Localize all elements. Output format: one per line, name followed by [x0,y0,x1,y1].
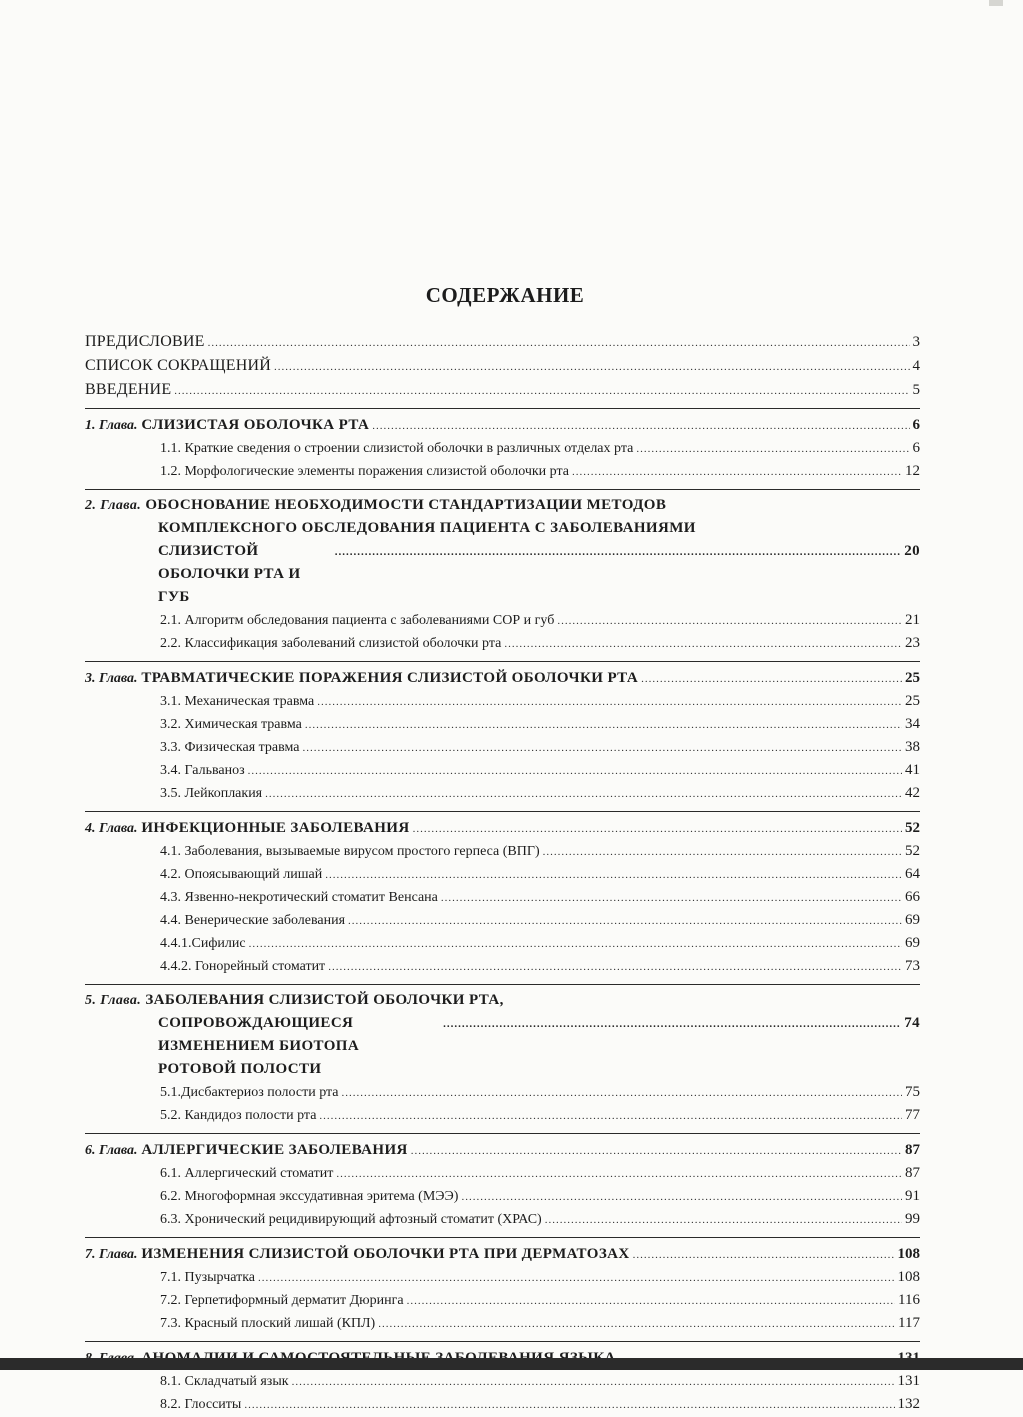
dot-leader [413,816,902,841]
chapter-title-line: ЗАБОЛЕВАНИЯ СЛИЗИСТОЙ ОБОЛОЧКИ РТА, [145,992,504,1008]
table-of-contents [85,330,920,1416]
dot-leader [305,713,902,737]
page-number: 6 [912,440,920,456]
page-number: 69 [905,935,920,951]
toc-chapter-entry[interactable] [85,494,920,609]
page-number: 116 [898,1292,920,1308]
scan-edge [0,1358,1023,1370]
toc-front-entry[interactable] [85,378,920,402]
dot-leader [249,932,902,956]
entry-title: 8.1. Складчатый язык [160,1374,289,1389]
page-number: 74 [904,1015,920,1031]
page-number: 20 [904,543,920,559]
entry-title: 4.4.1.Сифилис [160,936,246,951]
entry-title: ПРЕДИСЛОВИЕ [85,333,205,350]
toc-chapter-entry[interactable] [85,1138,920,1162]
entry-title: 7.3. Красный плоский лишай (КПЛ) [160,1316,376,1331]
entry-title: 5.1.Дисбактериоз полости рта [160,1085,339,1100]
dot-leader [441,886,902,910]
dot-leader [335,540,901,564]
dot-leader [248,759,902,783]
dot-leader [328,955,902,979]
chapter-title: ТРАВМАТИЧЕСКИЕ ПОРАЖЕНИЯ СЛИЗИСТОЙ ОБОЛОЧКИ РТА [141,670,639,686]
dot-leader [504,632,902,656]
toc-chapter-entry[interactable] [85,989,920,1081]
page-number: 99 [905,1211,920,1227]
toc-section-entry[interactable] [85,1104,920,1127]
toc-section-entry[interactable] [85,609,920,632]
page-number: 38 [905,739,920,755]
page-number: 91 [905,1188,920,1204]
chapter-title-line: ОБОСНОВАНИЕ НЕОБХОДИМОСТИ СТАНДАРТИЗАЦИИ МЕТОДОВ [145,497,667,513]
toc-chapter-entry[interactable] [85,413,920,437]
dot-leader [641,666,902,691]
toc-section-entry[interactable] [85,1370,920,1393]
toc-section-entry[interactable] [85,1208,920,1231]
dot-leader [174,378,909,403]
page-number: 52 [905,843,920,859]
chapter-label: 2. Глава. [85,498,142,513]
entry-title: 4.2. Опоясывающий лишай [160,867,323,882]
toc-front-entry[interactable] [85,354,920,378]
chapter-title: АЛЛЕРГИЧЕСКИЕ ЗАБОЛЕВАНИЯ [141,1142,408,1158]
toc-section-entry[interactable] [85,690,920,713]
page-number: 87 [905,1142,920,1158]
page-number: 64 [905,866,920,882]
toc-front-entry[interactable] [85,330,920,354]
dot-leader [258,1266,894,1290]
toc-section-entry[interactable] [85,1266,920,1289]
page-number: 75 [905,1084,920,1100]
toc-chapter-entry[interactable] [85,666,920,690]
toc-section-entry[interactable] [85,1289,920,1312]
toc-section-entry[interactable] [85,1081,920,1104]
page-number: 4 [912,358,920,374]
dot-leader [636,437,909,461]
dot-leader [348,909,902,933]
chapter-title-last-line [85,1012,920,1081]
page-number: 131 [897,1373,920,1389]
entry-title: ВВЕДЕНИЕ [85,381,172,398]
entry-title: 2.2. Классификация заболеваний слизистой оболочки рта [160,636,502,651]
entry-title: СПИСОК СОКРАЩЕНИЙ [85,357,271,374]
toc-section-entry[interactable] [85,759,920,782]
page-number: 52 [905,820,920,836]
entry-title: 3.4. Гальваноз [160,763,245,778]
dot-leader [336,1162,902,1186]
entry-title: 6.2. Многоформная экссудативная эритема (МЭЭ) [160,1189,459,1204]
dot-leader [303,736,903,760]
chapter-title-line: СОПРОВОЖДАЮЩИЕСЯ ИЗМЕНЕНИЕМ БИОТОПА РОТОВОЙ ПОЛОСТИ [158,1015,360,1077]
dot-leader [244,1393,894,1417]
chapter-title: СЛИЗИСТАЯ ОБОЛОЧКА РТА [141,417,370,433]
entry-title: 3.1. Механическая травма [160,694,315,709]
entry-title: 4.3. Язвенно-некротический стоматит Венсана [160,890,438,905]
entry-title: 7.2. Герпетиформный дерматит Дюринга [160,1293,404,1308]
chapter-divider [85,408,920,409]
entry-title: 6.3. Хронический рецидивирующий афтозный стоматит (ХРАС) [160,1212,542,1227]
page-number: 5 [912,382,920,398]
entry-title: 1.1. Краткие сведения о строении слизистой оболочки в различных отделах рта [160,441,634,456]
page-number: 34 [905,716,920,732]
chapter-title-line: КОМПЛЕКСНОГО ОБСЛЕДОВАНИЯ ПАЦИЕНТА С ЗАБОЛЕВАНИЯМИ [158,520,696,536]
chapter-title: ИЗМЕНЕНИЯ СЛИЗИСТОЙ ОБОЛОЧКИ РТА ПРИ ДЕРМАТОЗАХ [141,1246,630,1262]
toc-section-entry[interactable] [85,460,920,483]
dot-leader [372,413,909,438]
dot-leader [443,1012,901,1036]
chapter-divider [85,811,920,812]
toc-section-entry[interactable] [85,713,920,736]
chapter-label: 6. Глава. [85,1143,138,1158]
chapter-heading [85,1242,630,1267]
entry-title: 4.1. Заболевания, вызываемые вирусом простого герпеса (ВПГ) [160,844,540,859]
dot-leader [208,330,910,355]
toc-section-entry[interactable] [85,1393,920,1416]
toc-section-entry[interactable] [85,736,920,759]
chapter-title-last-line [85,540,920,609]
entry-title: 4.4. Венерические заболевания [160,913,346,928]
page-number: 41 [905,762,920,778]
dot-leader [325,863,902,887]
dot-leader [557,609,902,633]
toc-section-entry[interactable] [85,932,920,955]
page-title: СОДЕРЖАНИЕ [425,283,585,307]
page-number: 66 [905,889,920,905]
chapter-divider [85,661,920,662]
toc-section-entry[interactable] [85,863,920,886]
dot-leader [317,690,902,714]
page-number: 69 [905,912,920,928]
entry-title: 3.2. Химическая травма [160,717,302,732]
dot-leader [461,1185,902,1209]
page-number: 87 [905,1165,920,1181]
chapter-heading [85,413,369,438]
chapter-heading [85,989,920,1012]
dot-leader [572,460,902,484]
dot-leader [545,1208,902,1232]
page-number: 25 [905,693,920,709]
toc-section-entry[interactable] [85,840,920,863]
chapter-divider [85,489,920,490]
page-number: 77 [905,1107,920,1123]
chapter-heading [85,666,638,691]
chapter-label: 7. Глава. [85,1247,138,1262]
dot-leader [407,1289,895,1313]
dot-leader [274,354,910,379]
dot-leader [342,1081,902,1105]
page-number: 25 [905,670,920,686]
chapter-label: 3. Глава. [85,671,138,686]
page-number: 117 [898,1315,920,1331]
toc-section-entry[interactable] [85,1185,920,1208]
toc-section-entry[interactable] [85,1312,920,1335]
chapter-label: 1. Глава. [85,418,138,433]
chapter-divider [85,1237,920,1238]
entry-title: 5.2. Кандидоз полости рта [160,1108,317,1123]
page-number: 73 [905,958,920,974]
toc-section-entry[interactable] [85,955,920,978]
chapter-heading [85,816,410,841]
scan-artifact [989,0,1003,6]
page-number: 108 [897,1246,920,1262]
toc-chapter-entry[interactable] [85,816,920,840]
chapter-title-line: СЛИЗИСТОЙ ОБОЛОЧКИ РТА И ГУБ [158,543,301,605]
chapter-label: 4. Глава. [85,821,138,836]
entry-title: 4.4.2. Гонорейный стоматит [160,959,326,974]
entry-title: 7.1. Пузырчатка [160,1270,256,1285]
toc-section-entry[interactable] [85,782,920,805]
dot-leader [411,1138,902,1163]
entry-title: 8.2. Глосситы [160,1397,242,1412]
toc-section-entry[interactable] [85,632,920,655]
page-number: 3 [912,334,920,350]
entry-title: 1.2. Морфологические элементы поражения слизистой оболочки рта [160,464,569,479]
toc-chapter-entry[interactable] [85,1242,920,1266]
chapter-divider [85,984,920,985]
chapter-divider [85,1341,920,1342]
entry-title: 3.3. Физическая травма [160,740,300,755]
toc-section-entry[interactable] [85,437,920,460]
chapter-divider [85,1133,920,1134]
dot-leader [633,1242,895,1267]
entry-title: 2.1. Алгоритм обследования пациента с заболеваниями СОР и губ [160,613,555,628]
dot-leader [265,782,902,806]
dot-leader [319,1104,902,1128]
toc-section-entry[interactable] [85,909,920,932]
page-number: 132 [897,1396,920,1412]
page-number: 23 [905,635,920,651]
chapter-label: 5. Глава. [85,993,142,1008]
page-number: 21 [905,612,920,628]
dot-leader [378,1312,895,1336]
dot-leader [543,840,902,864]
chapter-heading [85,1138,408,1163]
entry-title: 6.1. Аллергический стоматит [160,1166,334,1181]
page-number: 108 [897,1269,920,1285]
page-number: 6 [912,417,920,433]
toc-section-entry[interactable] [85,886,920,909]
page-number: 42 [905,785,920,801]
chapter-heading [85,494,920,517]
chapter-title: ИНФЕКЦИОННЫЕ ЗАБОЛЕВАНИЯ [141,820,410,836]
toc-section-entry[interactable] [85,1162,920,1185]
dot-leader [292,1370,895,1394]
page-number: 12 [905,463,920,479]
entry-title: 3.5. Лейкоплакия [160,786,263,801]
